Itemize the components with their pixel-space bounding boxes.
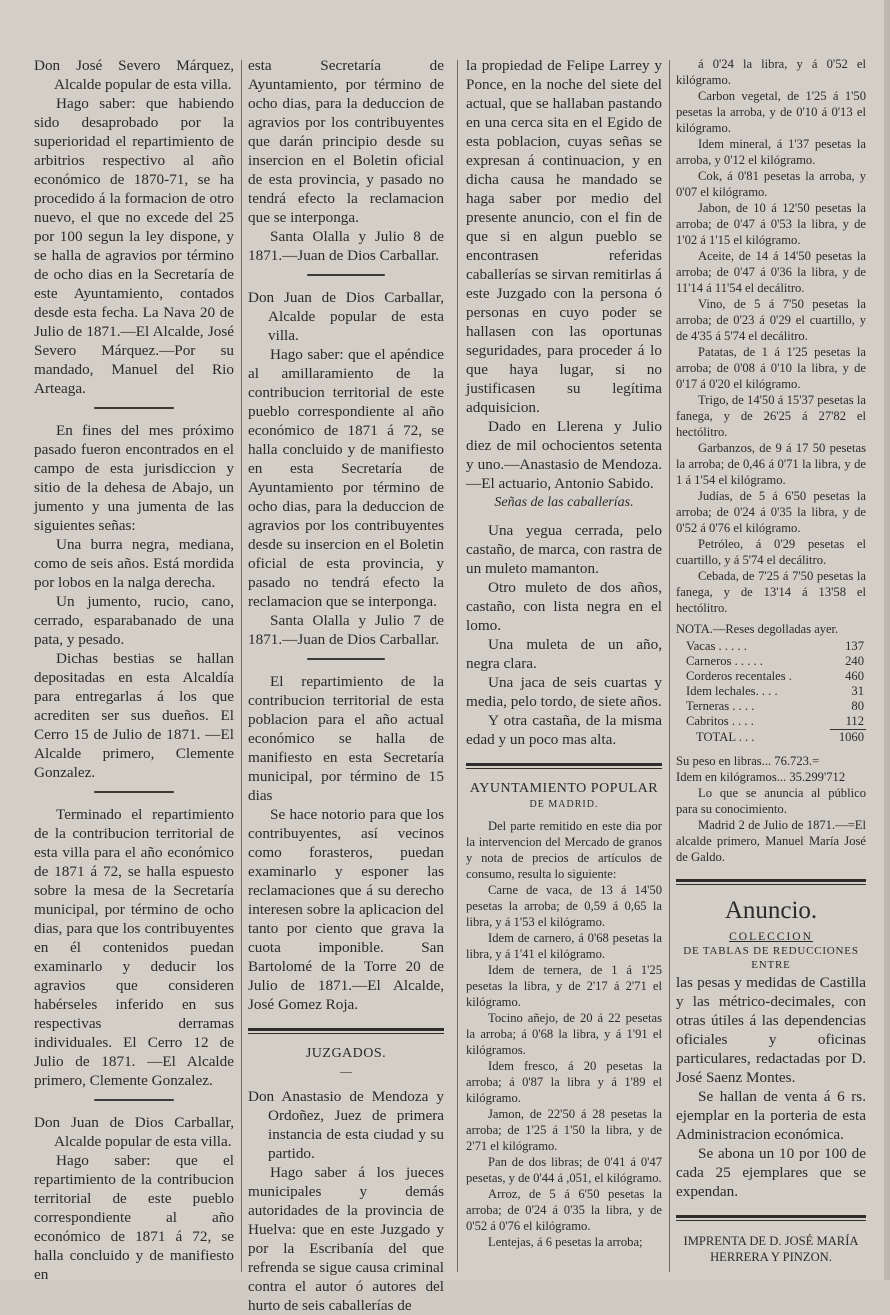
separator	[94, 407, 174, 409]
price-item: Tocino añejo, de 20 á 22 pesetas la arroba; á 0'68 la libra, y á 1'91 el kilógramos.	[466, 1011, 662, 1057]
notice-paragraph: Una burra negra, mediana, como de seis años. Está mordida por lobos en la nalga derecha.	[34, 536, 234, 591]
separator	[307, 274, 385, 276]
price-item: Jamon, de 22'50 á 28 pesetas la arroba; de 1'25 á 1'50 la libra, y de 2'71 el kilógramo.	[466, 1107, 662, 1153]
sena-item: Una jaca de seis cuartas y media, pelo tordo, de siete años.	[466, 674, 662, 710]
price-list	[466, 882, 662, 1250]
reses-row	[676, 669, 866, 684]
reses-value: 460	[845, 669, 864, 683]
notice-continuation: la propiedad de Felipe Larrey y Ponce, en la noche del siete del actual, que se hallaban pastando en una cerca sita en el Egido de esta poblacion, cuyas señas se expresan á continuacion, y en dicha causa he mandado se haga saber por medio del presente anuncio, con el fin de que si en algun pueblo se encontrasen referidas caballerías se sirvan remitirlas á este Juzgado con la persona ó personas en cuyo poder se hallasen con las oportunas seguridades, para proceder á lo que haya lugar, si no justificasen su legítima adquisicion.	[466, 57, 662, 416]
sena-item: Otro muleto de dos años, castaño, con lista negra en el lomo.	[466, 579, 662, 634]
title-dash: —	[340, 1064, 352, 1078]
section-title: JUZGADOS.	[305, 1046, 387, 1061]
notice-body: Hago saber: que el apéndice al amillaramiento de la contribucion territorial de este pueblo correspondiente al año económico de 1871 á 72, se halla concluido y de manifiesto en esta Secretaría de Ayuntamiento por término de ocho dias, para la deduccion de agravios por los contribuyentes desde su insercion en el Boletin oficial de esta provincia, y pasado no tendrá efecto la reclamacion que se interponga.	[248, 346, 444, 610]
price-item: Patatas, de 1 á 1'25 pesetas la arroba; de 0'08 á 0'10 la libra, y de 0'17 á 0'20 el kilógramo.	[676, 345, 866, 391]
price-item: Arroz, de 5 á 6'50 pesetas la arroba; de 0'24 á 0'35 la libra, y de 0'52 á 0'76 el kilógramo.	[466, 1187, 662, 1233]
reses-label: Cabritos . . . .	[686, 714, 754, 729]
price-item: Garbanzos, de 9 á 17 50 pesetas la arroba; de 0,46 á 0'71 la libra, y de 1 á 1'54 el kilógramo.	[676, 441, 866, 487]
reses-value: 240	[845, 654, 864, 668]
price-item: Jabon, de 10 á 12'50 pesetas la arroba; de 0'47 á 0'53 la libra, y de 1'02 á 1'15 el kilógramo.	[676, 201, 866, 247]
separator	[307, 658, 385, 660]
tablas-title: DE TABLAS DE REDUCCIONES	[683, 945, 859, 957]
price-item: Aceite, de 14 á 14'50 pesetas la arroba; de 0'47 á 0'36 la libra, y de 11'14 á 11'54 el decálitro.	[676, 249, 866, 295]
reses-row	[676, 714, 866, 730]
notice-continuation: esta Secretaría de Ayuntamiento, por término de ocho dias, para la deduccion de agravios por los contribuyentes que darán principio desde su insercion en el Boletin oficial de esta provincia, y pasado no tendrá efecto la reclamacion que se interponga.	[248, 57, 444, 226]
column-rule	[669, 60, 670, 1272]
reses-value: 137	[845, 639, 864, 653]
separator	[94, 791, 174, 793]
notice-signature: Madrid 2 de Julio de 1871.—=El alcalde primero, Manuel María José de Galdo.	[676, 818, 866, 864]
notice-signature: Dado en Llerena y Julio diez de mil ochocientos setenta y uno.—Anastasio de Mendoza.—El actuario, Antonio Sabido.	[466, 418, 662, 492]
price-item: Lentejas, á 6 pesetas la arroba;	[488, 1235, 643, 1249]
notice-body: Hago saber: que habiendo sido desaprobado por la superioridad el repartimiento de arbitrios respectivo al año económico de 1870-71, se ha procedido á la formacion de otro nuevo, el que no excede del 25 por 100 segun la ley dispone, y se halla de agravios por término de ocho dias en la Secretaría de este Ayuntamiento, contados desde esta fecha. La Nava 20 de Julio de 1871.—El Alcalde, José Severo Márquez.—Por su mandado, Manuel del Rio Arteaga.	[34, 95, 234, 397]
notice-heading: Don Juan de Dios Carballar, Alcalde popular de esta villa.	[248, 289, 444, 344]
reses-label: Corderos recentales .	[686, 669, 792, 683]
sena-item: Y otra castaña, de la misma edad y un poco mas alta.	[466, 712, 662, 748]
notice-body: Hago saber á los jueces municipales y demás autoridades de la provincia de Huelva: que en este Juzgado y por la Escribanía del que refrenda se sigue causa criminal contra el autor ó autores del hurto de seis caballerías de	[248, 1164, 444, 1314]
reses-value: 80	[851, 699, 864, 713]
price-item: Cok, á 0'81 pesetas la arroba, y 0'07 el kilógramo.	[676, 169, 866, 199]
anuncio-abono: Se abona un 10 por 100 de cada 25 ejemplares que se expendan.	[676, 1145, 866, 1200]
notice-body: Hago saber: que el repartimiento de la contribucion territorial de este pueblo correspondiente al año económico de 1871 á 72, se halla concluido y de manifiesto en	[34, 1152, 234, 1283]
reses-label: Vacas . . . . .	[686, 639, 747, 653]
imprenta-line: IMPRENTA DE D. JOSÉ MARÍA HERRERA Y PINZON.	[683, 1234, 859, 1264]
price-item: Pan de dos libras; de 0'41 á 0'47 pesetas, y de 0'44 á ,051, el kilógramo.	[466, 1155, 662, 1185]
price-item: Idem de ternera, de 1 á 1'25 pesetas la libra, y de 2'17 á 2'71 el kilógramo.	[466, 963, 662, 1009]
section-subtitle: DE MADRID.	[529, 799, 599, 810]
price-item: Carbon vegetal, de 1'25 á 1'50 pesetas la arroba, y de 0'10 á 0'13 el kilógramo.	[676, 89, 866, 135]
reses-row	[676, 639, 866, 654]
notice-heading: Don José Severo Márquez, Alcalde popular de esta villa.	[34, 57, 234, 93]
section-rule	[248, 1028, 444, 1034]
price-item: Idem fresco, á 20 pesetas la arroba; á 0'87 la libra y á 1'89 el kilógramo.	[466, 1059, 662, 1105]
reses-table	[676, 639, 866, 745]
notice-paragraph: Dichas bestias se hallan depositadas en esta Alcaldía para entregarlas á los que acrediten ser sus dueños. El Cerro 15 de Julio de 1871. —El Alcalde primero, Clemente Gonzalez.	[34, 650, 234, 781]
notice-paragraph: Un jumento, rucio, cano, cerrado, esparabanado de una pata, y pesado.	[34, 593, 234, 648]
page-edge	[884, 0, 890, 1280]
column-2	[248, 56, 444, 1314]
price-item: Trigo, de 14'50 á 15'37 pesetas la fanega, y de 26'25 á 27'82 el hectólitro.	[676, 393, 866, 439]
price-item: á 0'24 la libra, y á 0'52 el kilógramo.	[676, 57, 866, 87]
section-title: AYUNTAMIENTO POPULAR	[469, 781, 659, 796]
notice-signature: Santa Olalla y Julio 7 de 1871.—Juan de Dios Carballar.	[248, 612, 444, 648]
price-item: Petróleo, á 0'29 pesetas el cuartillo, y á 5'74 el decálitro.	[676, 537, 866, 567]
notice-paragraph: Lo que se anuncia al público para su conocimiento.	[676, 786, 866, 816]
price-item: Judías, de 5 á 6'50 pesetas la arroba; de 0'24 á 0'35 la libra, y de 0'52 á 0'76 el kilógramo.	[676, 489, 866, 535]
section-rule	[676, 1215, 866, 1221]
sena-item: Una muleta de un año, negra clara.	[466, 636, 662, 672]
reses-row	[676, 654, 866, 669]
price-list	[676, 56, 866, 616]
weight-kg: Idem en kilógramos... 35.299'712	[676, 770, 846, 784]
sena-item: Una yegua cerrada, pelo castaño, de marca, con rastra de un muleto mamanton.	[466, 522, 662, 577]
total-row	[676, 730, 866, 746]
notice-paragraph: Se hace notorio para que los contribuyentes, así vecinos como forasteros, puedan examinarlo y esponer las reclamaciones que á su derecho interesen sobre la aplicacion del tanto por ciento que grava la cuota imponible. San Bartolomé de la Torre 20 de Julio de 1871.—El Alcalde, José Gomez Roja.	[248, 806, 444, 1013]
senas-list	[466, 521, 662, 749]
notice-paragraph: En fines del mes próximo pasado fueron encontrados en el campo de esta jurisdiccion y sitio de la dehesa de Abajo, un jumento y una jumenta de las siguientes señas:	[34, 422, 234, 534]
anuncio-venta: Se hallan de venta á 6 rs. ejemplar en la porteria de esta Administracion económica.	[676, 1088, 866, 1143]
column-4	[676, 56, 866, 1276]
reses-label: Idem lechales. . . .	[686, 684, 778, 698]
section-rule	[676, 879, 866, 885]
column-rule	[241, 60, 242, 1272]
column-1	[34, 56, 234, 1283]
notice-paragraph: El repartimiento de la contribucion territorial de esta poblacion para el año actual económico se halla de manifiesto en esta Secretaría municipal, por término de 15 dias	[248, 673, 444, 804]
column-3	[466, 56, 662, 1276]
reses-value: 112	[845, 714, 864, 728]
report-intro: Del parte remitido en este dia por la intervencion del Mercado de granos y nota de precios de artículos de consumo, resulta lo siguiente:	[466, 819, 662, 881]
price-item: Idem de carnero, á 0'68 pesetas la libra, y á 1'41 el kilógramo.	[466, 931, 662, 961]
column-rule	[457, 60, 458, 1272]
price-item: Idem mineral, á 1'37 pesetas la arroba, y 0'12 el kilógramo.	[676, 137, 866, 167]
notice-body: Terminado el repartimiento de la contribucion territorial de esta villa para el año económico de 1871 á 72, se halla espuesto sobre la mesa de la Secretaría municipal, por término de ocho dias, para que los contribuyentes en él contenidos puedan examinarlo y deducir los agravios que consideren habérseles inferido en sus respectivas derramas individuales. El Cerro 12 de Julio de 1871. —El Alcalde primero, Clemente Gonzalez.	[34, 806, 234, 1089]
notice-heading: Don Anastasio de Mendoza y Ordoñez, Juez de primera instancia de esta ciudad y su partido.	[248, 1088, 444, 1162]
reses-label: Carneros . . . . .	[686, 654, 763, 668]
reses-value: 31	[851, 684, 864, 698]
subsection-title: Señas de las caballerías.	[494, 495, 634, 510]
nota-title: NOTA.—Reses degolladas ayer.	[676, 622, 839, 636]
anuncio-title: Anuncio.	[724, 897, 818, 924]
reses-row	[676, 684, 866, 699]
reses-row	[676, 699, 866, 714]
total-value: 1060	[830, 730, 866, 746]
anuncio-body: las pesas y medidas de Castilla y las métrico-decimales, con otras útiles á las dependencias oficiales y oficinas particulares, redactadas por D. José Saenz Montes.	[676, 974, 866, 1086]
separator	[94, 1099, 174, 1101]
total-label: TOTAL . . .	[696, 729, 755, 744]
price-item: Cebada, de 7'25 á 7'50 pesetas la fanega, y de 13'14 á 13'58 el hectólitro.	[676, 569, 866, 615]
section-rule	[466, 763, 662, 769]
price-item: Vino, de 5 á 7'50 pesetas la arroba; de 0'23 á 0'29 el cuartillo, y de 4'35 á 5'74 el decálitro.	[676, 297, 866, 343]
notice-heading: Don Juan de Dios Carballar, Alcalde popular de esta villa.	[34, 1114, 234, 1150]
entre-label: ENTRE	[751, 959, 791, 971]
reses-label: Terneras . . . .	[686, 699, 755, 713]
coleccion-title: COLECCION	[729, 931, 813, 943]
weight-libras: Su peso en libras... 76.723.=	[676, 754, 820, 768]
notice-signature: Santa Olalla y Julio 8 de 1871.—Juan de Dios Carballar.	[248, 228, 444, 264]
price-item: Carne de vaca, de 13 á 14'50 pesetas la arroba; de 0,59 á 0,65 la libra, y á 1'53 el kilógramo.	[466, 883, 662, 929]
